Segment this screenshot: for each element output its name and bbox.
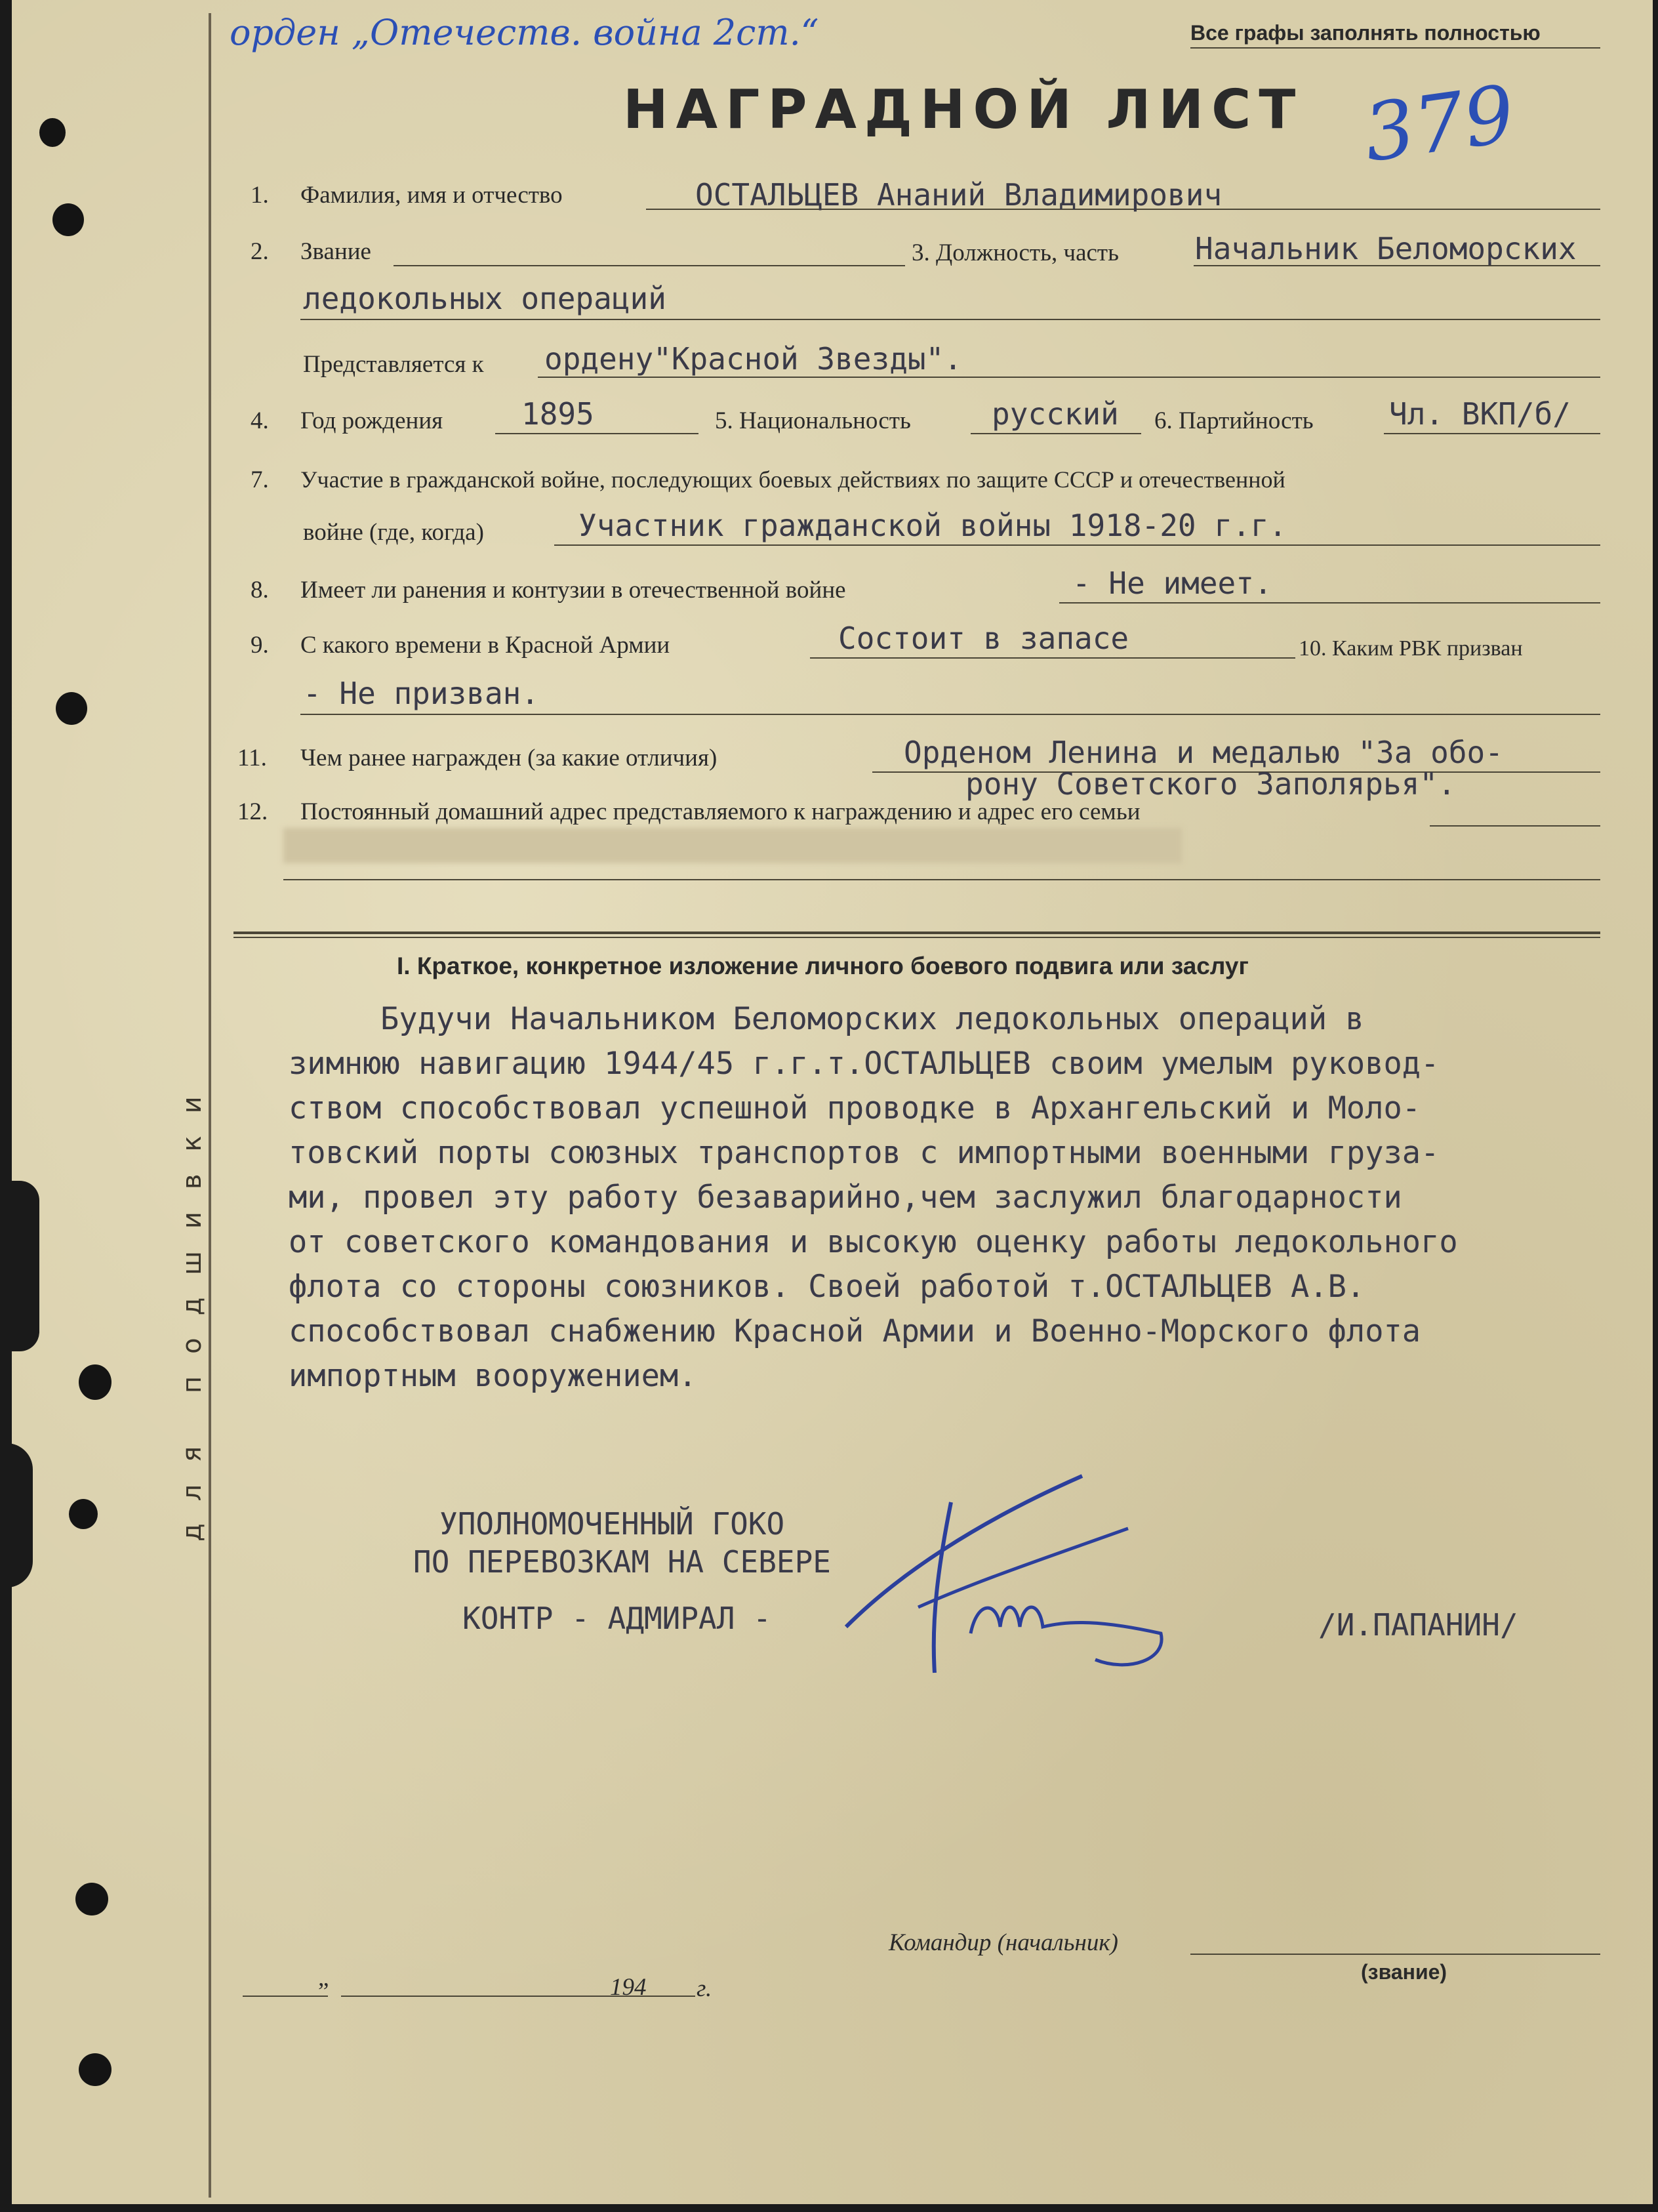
field-2-label: Звание [300, 238, 371, 265]
present-value: ордену"Красной Звезды". [544, 341, 962, 377]
narrative-line: зимнюю навигацию 1944/45 г.г.т.ОСТАЛЬЦЕВ своим умелым руковод- [289, 1046, 1440, 1082]
underline [1190, 1954, 1600, 1955]
signer-title-line2: ПО ПЕРЕВОЗКАМ НА СЕВЕРЕ [413, 1544, 831, 1580]
punch-hole [39, 118, 66, 147]
underline [810, 657, 1295, 659]
paper-edge [0, 0, 12, 2204]
narrative-line: ством способствовал успешной проводке в Архангельский и Моло- [289, 1090, 1421, 1126]
fill-instruction: Все графы заполнять полностью [1190, 21, 1541, 45]
field-6-value: Чл. ВКП/б/ [1389, 396, 1571, 432]
field-6-label: 6. Партийность [1154, 407, 1314, 434]
handwritten-signature [820, 1463, 1187, 1712]
field-4-value: 1895 [521, 396, 594, 432]
signer-rank: КОНТР - АДМИРАЛ - [462, 1601, 771, 1636]
field-1-num: 1. [251, 182, 269, 209]
torn-edge [0, 1443, 33, 1587]
binding-margin-text: для подшивки [177, 1074, 207, 1542]
date-quote: „ [318, 1965, 329, 1992]
underline [1430, 825, 1600, 827]
field-7-label-line2: войне (где, когда) [303, 519, 484, 546]
field-12-num: 12. [237, 798, 268, 825]
underline [971, 433, 1141, 434]
narrative-line: Будучи Начальником Беломорских ледокольных операций в [380, 1001, 1364, 1037]
punch-hole [75, 1883, 108, 1915]
field-3-value-line1: Начальник Беломорских [1195, 231, 1577, 266]
narrative-line: товский порты союзных транспортов с импортными военными груза- [289, 1135, 1440, 1171]
signer-title-line1: УПОЛНОМОЧЕННЫЙ ГОКО [439, 1506, 785, 1542]
underline [300, 319, 1600, 320]
underline [538, 377, 1600, 378]
signer-name: /И.ПАПАНИН/ [1318, 1607, 1518, 1643]
field-11-value-line1: Орденом Ленина и медалью "За обо- [904, 735, 1503, 770]
handwritten-note: орден „Отечеств. война 2ст.“ [230, 12, 819, 53]
field-11-value-line2: рону Советского Заполярья". [965, 766, 1456, 802]
commander-label: Командир (начальник) [889, 1929, 1118, 1956]
date-suffix: г. [697, 1975, 712, 2002]
field-8-label: Имеет ли ранения и контузии в отечественной войне [300, 577, 846, 604]
field-1-label: Фамилия, имя и отчество [300, 182, 563, 209]
number-mark: 379 [1358, 68, 1520, 180]
section-separator [233, 932, 1600, 934]
merit-narrative [289, 997, 1613, 1399]
field-11-label: Чем ранее награжден (за какие отличия) [300, 745, 718, 771]
field-12-label: Постоянный домашний адрес представляемого к награждению и адрес его семьи [300, 798, 1141, 825]
field-3-value-line2: ледокольных операций [303, 281, 666, 316]
punch-hole [56, 692, 87, 725]
redacted-address [283, 828, 1182, 863]
narrative-line: импортным вооружением. [289, 1358, 697, 1394]
field-11-num: 11. [237, 745, 267, 771]
underline [495, 433, 698, 434]
field-8-num: 8. [251, 577, 269, 604]
field-5-value: русский [992, 396, 1119, 432]
rank-label: (звание) [1361, 1960, 1447, 1984]
underline [394, 265, 905, 266]
underline [1059, 602, 1600, 604]
underline [1190, 47, 1600, 49]
underline [1384, 433, 1600, 434]
torn-edge [0, 1181, 39, 1351]
narrative-line: ми, провел эту работу безаварийно,чем заслужил благодарности [289, 1179, 1402, 1216]
field-8-value: - Не имеет. [1072, 565, 1272, 601]
field-9-value: Состоит в запасе [838, 621, 1129, 656]
underline [283, 879, 1600, 880]
field-9-label: С какого времени в Красной Армии [300, 632, 670, 659]
section-heading: I. Краткое, конкретное изложение личного боевого подвига или заслуг [397, 952, 1249, 979]
present-label: Представляется к [303, 351, 484, 378]
field-10-value: - Не призван. [303, 676, 540, 711]
underline [300, 714, 1600, 715]
field-1-value: ОСТАЛЬЦЕВ Ананий Владимирович [695, 177, 1223, 213]
section-separator [233, 937, 1600, 938]
field-10-label: 10. Каким РВК призван [1299, 636, 1523, 661]
field-7-value: Участник гражданской войны 1918-20 г.г. [578, 508, 1287, 543]
field-4-label: Год рождения [300, 407, 443, 434]
punch-hole [52, 203, 84, 236]
page-title: НАГРАДНОЙ ЛИСТ [623, 79, 1304, 141]
date-year: 194 [610, 1974, 647, 2001]
field-5-label: 5. Национальность [715, 407, 911, 434]
field-7-label-line1: Участие в гражданской войне, последующих боевых действиях по защите СССР и отечественной [300, 466, 1285, 493]
field-2-num: 2. [251, 238, 269, 265]
field-9-num: 9. [251, 632, 269, 659]
field-3-label: 3. Должность, часть [912, 239, 1119, 266]
field-7-num: 7. [251, 466, 269, 493]
narrative-line: способствовал снабжению Красной Армии и Военно-Морского флота [289, 1313, 1421, 1349]
narrative-line: флота со стороны союзников. Своей работой т.ОСТАЛЬЦЕВ А.В. [289, 1269, 1365, 1305]
punch-hole [69, 1499, 98, 1529]
date-line [243, 1996, 328, 1997]
narrative-line: от советского командования и высокую оценку работы ледокольного [289, 1224, 1458, 1260]
field-4-num: 4. [251, 407, 269, 434]
underline [554, 544, 1600, 546]
punch-hole [79, 2053, 111, 2086]
punch-hole [79, 1364, 111, 1400]
